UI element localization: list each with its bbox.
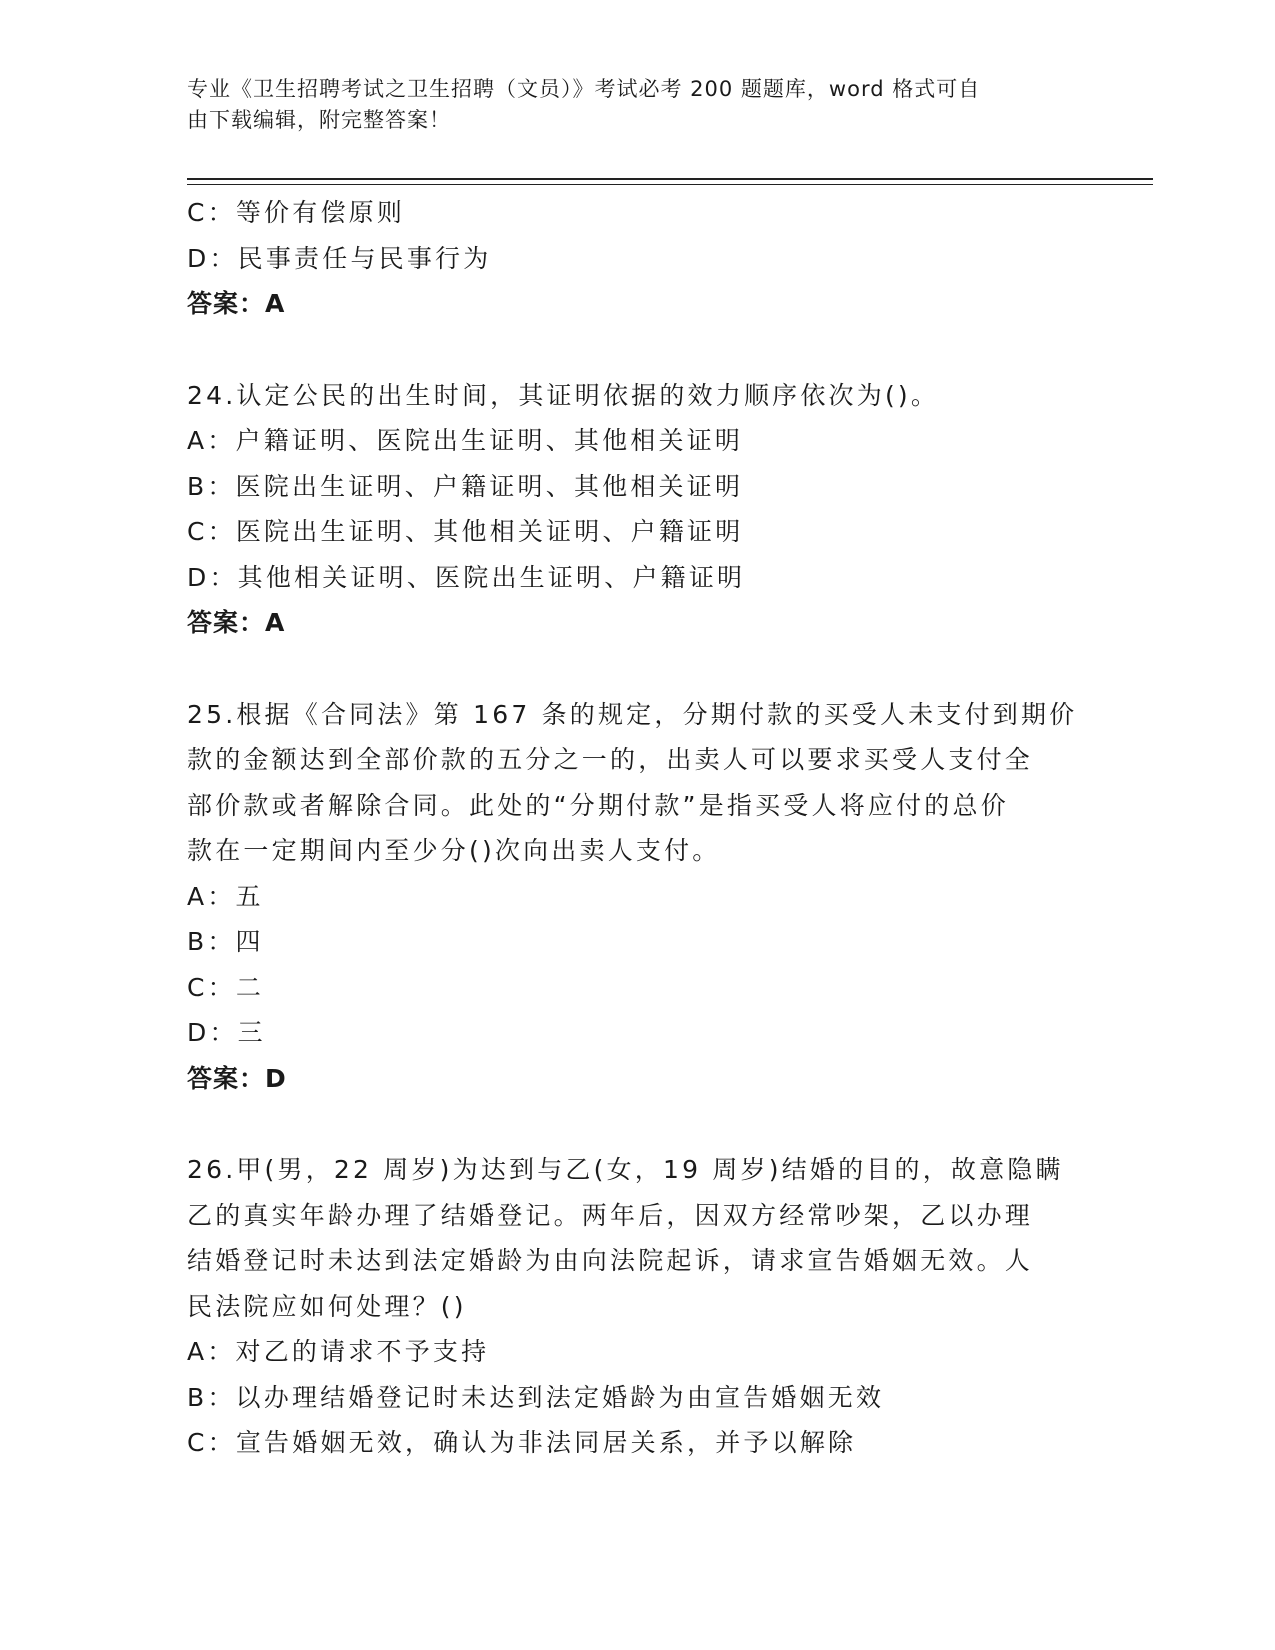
q23-option-d: D：民事责任与民事行为 (187, 243, 492, 273)
q26-stem-line-2: 乙的真实年龄办理了结婚登记。两年后，因双方经常吵架，乙以办理 (187, 1200, 1034, 1230)
q25-stem-line-2: 款的金额达到全部价款的五分之一的，出卖人可以要求买受人支付全 (187, 745, 1034, 774)
q25-stem-line-3: 部价款或者解除合同。此处的“分期付款”是指买受人将应付的总价 (187, 790, 1009, 820)
q25-option-d: D：三 (187, 1018, 266, 1047)
q26-option-b: B：以办理结婚登记时未达到法定婚龄为由宣告婚姻无效 (187, 1382, 885, 1412)
q26-option-a: A：对乙的请求不予支持 (187, 1337, 490, 1366)
q24-option-a: A：户籍证明、医院出生证明、其他相关证明 (187, 426, 744, 455)
header-line-2: 由下载编辑，附完整答案！ (187, 108, 451, 132)
q25-answer: 答案：D (187, 1063, 287, 1093)
q25-stem-line-4: 款在一定期间内至少分()次向出卖人支付。 (187, 836, 721, 865)
q23-answer: 答案：A (187, 289, 286, 318)
q26-stem-line-3: 结婚登记时未达到法定婚龄为由向法院起诉，请求宣告婚姻无效。人 (187, 1246, 1034, 1275)
q26-stem-line-1: 26.甲(男，22 周岁)为达到与乙(女，19 周岁)结婚的目的，故意隐瞒 (187, 1155, 1064, 1184)
q24-option-d: D：其他相关证明、医院出生证明、户籍证明 (187, 562, 746, 592)
header-line-1: 专业《卫生招聘考试之卫生招聘（文员）》考试必考 200 题题库，word 格式可自 (187, 77, 981, 101)
q24-option-c: C：医院出生证明、其他相关证明、户籍证明 (187, 517, 744, 546)
q24-stem: 24.认定公民的出生时间，其证明依据的效力顺序依次为()。 (187, 380, 940, 410)
document-body (187, 190, 1087, 1466)
q25-option-c: C：二 (187, 972, 265, 1002)
header-rule-thick (187, 178, 1153, 180)
document-header (187, 74, 1067, 136)
q24-option-b: B：医院出生证明、户籍证明、其他相关证明 (187, 471, 744, 501)
q24-answer: 答案：A (187, 608, 286, 637)
q23-option-c: C：等价有偿原则 (187, 198, 406, 227)
header-rule-thin (187, 184, 1153, 185)
q26-stem-line-4: 民法院应如何处理？() (187, 1291, 467, 1321)
q25-option-a: A：五 (187, 881, 264, 911)
q25-option-b: B：四 (187, 927, 264, 956)
q25-stem-line-1: 25.根据《合同法》第 167 条的规定，分期付款的买受人未支付到期价 (187, 699, 1078, 729)
q26-option-c: C：宣告婚姻无效，确认为非法同居关系，并予以解除 (187, 1428, 857, 1457)
